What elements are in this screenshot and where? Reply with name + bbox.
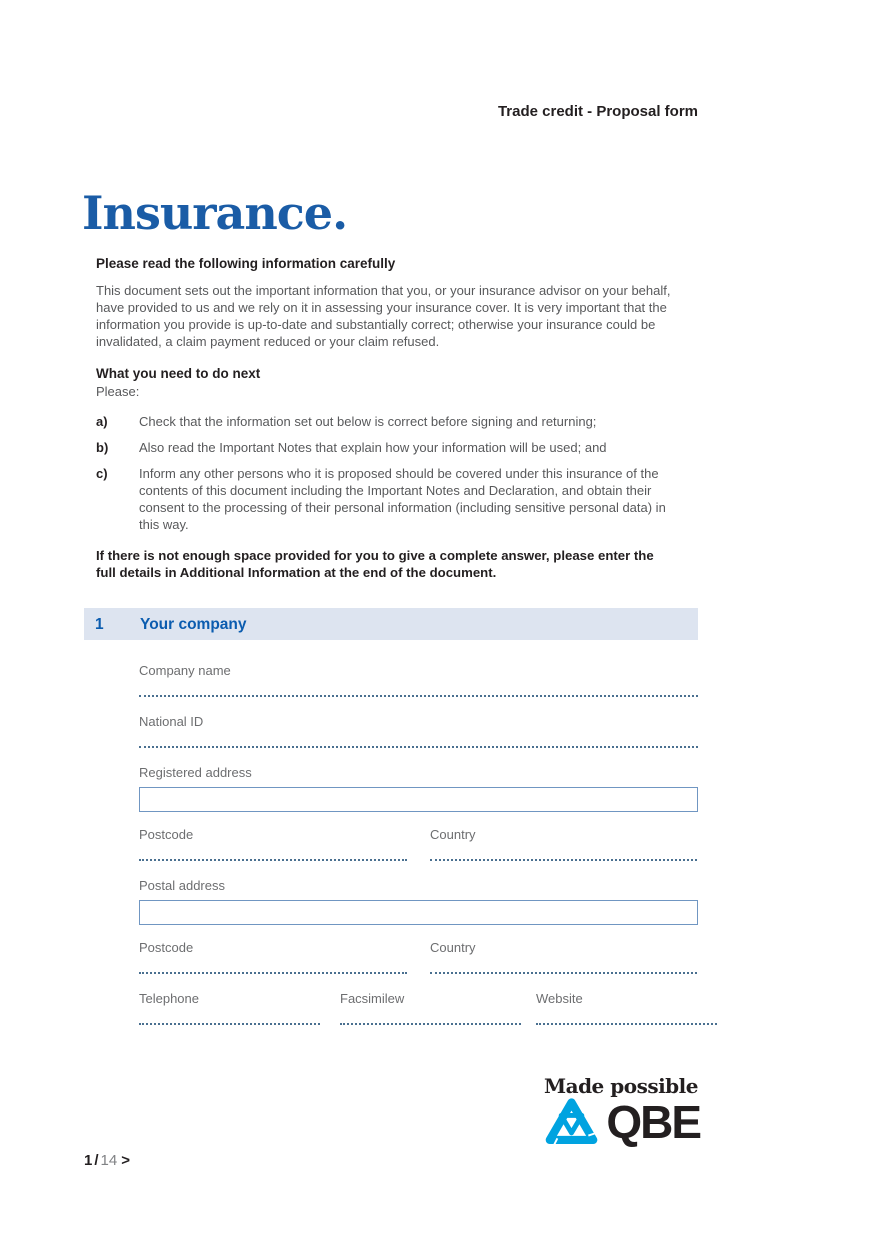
country-label: Country	[430, 940, 476, 955]
postal-postcode-country-row	[139, 941, 698, 992]
postcode-input-line[interactable]	[139, 960, 407, 974]
telephone-input-line[interactable]	[139, 1011, 320, 1025]
company-name-label: Company name	[139, 663, 231, 678]
document-header: Trade credit - Proposal form	[497, 103, 698, 120]
space-note: If there is not enough space provided for you to give a complete answer, please enter the full details in Additional Information at the end of the document.	[96, 548, 654, 580]
brand-tagline: Made possible	[543, 1074, 698, 1098]
page-separator: /	[94, 1152, 99, 1169]
current-page: 1	[84, 1152, 93, 1169]
facsimile-label: Facsimilew	[340, 991, 405, 1006]
list-item-text: Inform any other persons who it is proposed should be covered under this insurance of the contents of this document including the Important Notes and Declaration, and obtain their consent to the processing of their personal information (including sensitive personal data) in this way.	[139, 466, 666, 532]
facsimile-input-line[interactable]	[340, 1011, 521, 1025]
list-item-letter: a)	[96, 414, 108, 429]
intro-paragraph: This document sets out the important information that you, or your insurance advisor on your behalf, have provided to us and we rely on it in assessing your insurance cover. It is very important that the information you provide is up-to-date and substantially correct; otherwise your insurance could be invalidated, a claim payment reduced or your claim refused.	[96, 283, 671, 349]
section-number: 1	[95, 615, 104, 633]
section-title: Your company	[140, 615, 247, 633]
country-label: Country	[430, 827, 476, 842]
intro-section	[96, 256, 700, 1025]
list-item-text: Check that the information set out below is correct before signing and returning;	[139, 414, 597, 429]
postcode-label: Postcode	[139, 940, 194, 955]
qbe-wordmark: QBE	[606, 1096, 700, 1148]
page-navigation	[84, 1152, 130, 1169]
contact-row	[139, 992, 698, 1025]
postcode-label: Postcode	[139, 827, 194, 842]
telephone-label: Telephone	[139, 991, 199, 1006]
country-input-line[interactable]	[430, 960, 697, 974]
registered-postcode-country-row	[139, 828, 698, 879]
list-item-text: Also read the Important Notes that explain how your information will be used; and	[139, 440, 607, 455]
website-label: Website	[536, 991, 583, 1006]
website-input-line[interactable]	[536, 1011, 717, 1025]
list-item	[96, 413, 700, 430]
total-pages: 14	[100, 1152, 118, 1169]
national-id-label: National ID	[139, 714, 204, 729]
qbe-logo-icon	[542, 1097, 601, 1147]
country-input-line[interactable]	[430, 847, 697, 861]
qbe-logo	[542, 1097, 700, 1147]
list-item	[96, 465, 700, 533]
registered-address-input[interactable]	[139, 787, 698, 812]
registered-address-label: Registered address	[139, 765, 252, 780]
next-page-arrow[interactable]: >	[121, 1152, 130, 1169]
national-id-input-line[interactable]	[139, 734, 698, 748]
next-steps-lead: Please:	[96, 384, 140, 399]
list-item-letter: c)	[96, 466, 108, 481]
next-steps-list	[96, 413, 700, 533]
section-1-fields	[139, 664, 698, 1025]
list-item	[96, 439, 700, 456]
next-steps-heading: What you need to do next	[96, 366, 261, 381]
intro-heading: Please read the following information carefully	[96, 256, 396, 271]
list-item-letter: b)	[96, 440, 109, 455]
postal-address-label: Postal address	[139, 878, 225, 893]
page-title: Insurance.	[82, 186, 348, 240]
company-name-input-line[interactable]	[139, 683, 698, 697]
postal-address-input[interactable]	[139, 900, 698, 925]
section-1-header	[84, 608, 698, 640]
postcode-input-line[interactable]	[139, 847, 407, 861]
